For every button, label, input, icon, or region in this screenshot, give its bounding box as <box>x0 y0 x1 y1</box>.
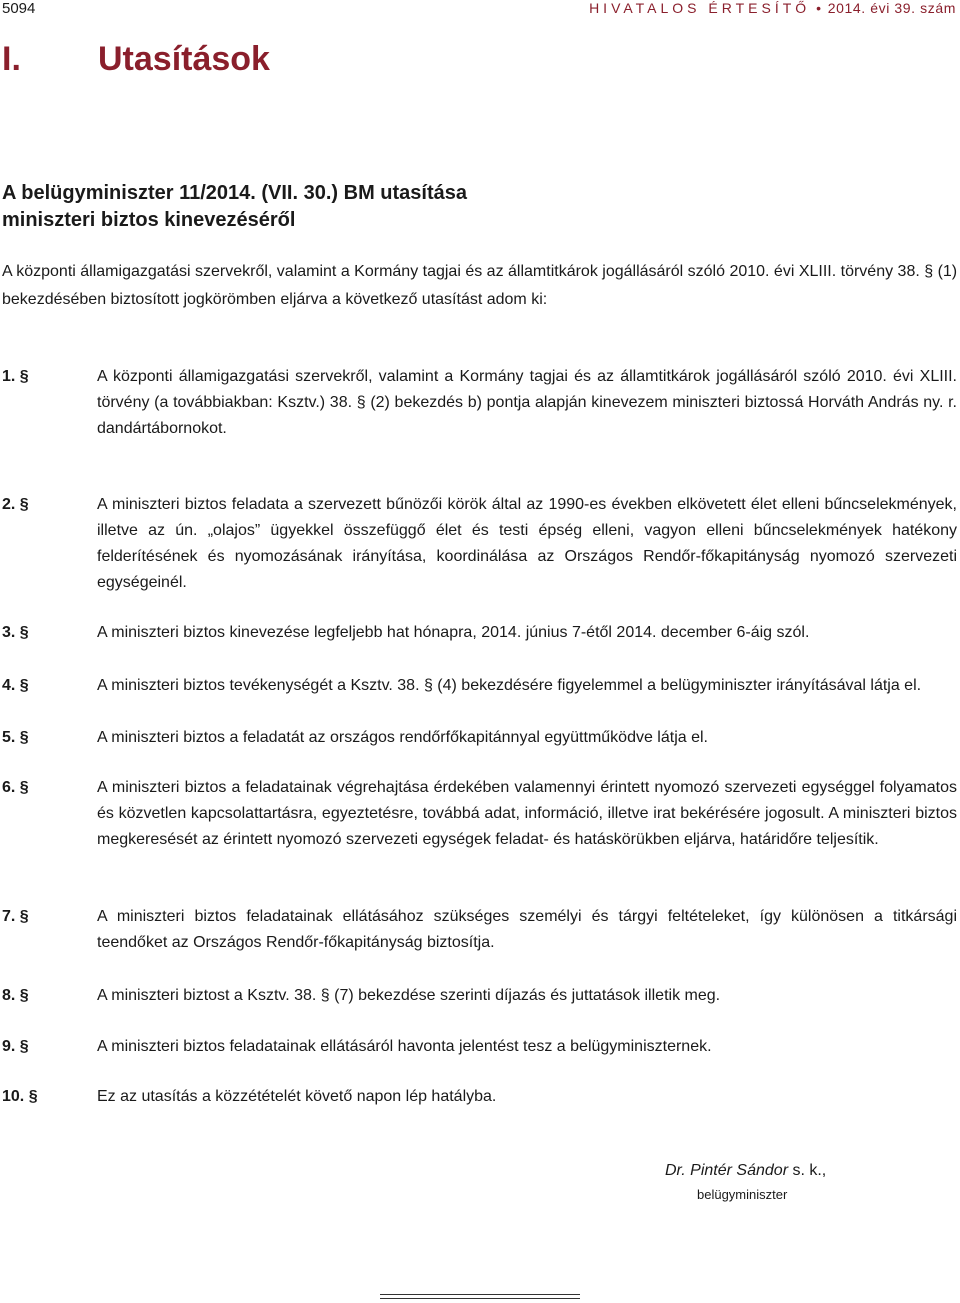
section-text: A központi államigazgatási szervekről, valamint a Kormány tagjai és az államtitkárok jogállásáról szóló 2010. évi XLIII. törvény (a továbbiakban: Ksztv.) 38. § (2) bekezdés b) pontja alapján kinevezem miniszteri biztossá Horváth András ny. r. dandártábornokot. <box>97 368 957 437</box>
document-title-line2: miniszteri biztos kinevezéséről <box>2 209 296 231</box>
preamble: A központi államigazgatási szervekről, valamint a Kormány tagjai és az államtitkárok jogállásáról szóló 2010. évi XLIII. törvény 38. § (1) bekezdésében biztosított jogkörömben eljárva a következő utasítást adom ki: <box>2 263 958 308</box>
section-text: A miniszteri biztos feladatainak ellátásáról havonta jelentést tesz a belügyminiszternek. <box>97 1038 712 1055</box>
section-text: A miniszteri biztos a feladatainak végrehajtása érdekében valamennyi érintett nyomozó szervezeti egységgel folyamatos és közvetlen kapcsolattartásra, egyeztetésre, továbbá adat, információ, illetve irat bekérésére jogosult. A miniszteri biztos megkeresését az érintett nyomozó szervezeti egységek feladat- és hatáskörükben eljárva, határidőre teljesítik. <box>97 779 957 848</box>
chapter-number: I. <box>2 40 21 78</box>
journal-title: HIVATALOS ÉRTESÍTŐ <box>589 0 811 16</box>
signatory-name: Dr. Pintér Sándor <box>665 1162 789 1179</box>
page-number: 5094 <box>2 0 36 17</box>
signature <box>665 1162 826 1180</box>
signatory-role: belügyminiszter <box>697 1187 788 1202</box>
section-8 <box>0 983 960 1009</box>
document-title <box>2 180 467 234</box>
section-10 <box>0 1084 960 1110</box>
section-6 <box>0 775 960 853</box>
section-label: 9. § <box>2 1038 29 1055</box>
section-label: 10. § <box>2 1088 38 1105</box>
section-9 <box>0 1034 960 1060</box>
document-title-line1: A belügyminiszter 11/2014. (VII. 30.) BM utasítása <box>2 182 467 204</box>
section-label: 5. § <box>2 729 29 746</box>
section-label: 1. § <box>2 368 29 385</box>
section-label: 2. § <box>2 496 29 513</box>
section-label: 7. § <box>2 908 29 925</box>
header-bullet: • <box>816 0 822 16</box>
section-text: A miniszteri biztos feladata a szervezett bűnözői körök által az 1990-es években elkövetett élet elleni bűncselekmények, illetve az ún. „olajos” ügyekkel összefüggő élet és testi épség elleni, vagyon elleni bűncselekmények hatékony felderítésének és nyomozásának irányítása, koordinálása az Országos Rendőr-főkapitányság nyomozó szervezeti egységeinél. <box>97 496 957 591</box>
section-2 <box>0 492 960 596</box>
section-7 <box>0 904 960 956</box>
section-text: A miniszteri biztos feladatainak ellátásához szükséges személyi és tárgyi feltételeket, így különösen a titkársági teendőket az Országos Rendőr-főkapitányság biztosítja. <box>97 908 957 951</box>
section-4 <box>0 673 960 699</box>
footer-rule <box>380 1298 580 1299</box>
section-3 <box>0 620 960 646</box>
section-text: A miniszteri biztos tevékenységét a Ksztv. 38. § (4) bekezdésére figyelemmel a belügyminiszter irányításával látja el. <box>97 677 922 694</box>
section-label: 4. § <box>2 677 29 694</box>
chapter-title: Utasítások <box>98 40 270 78</box>
section-label: 8. § <box>2 987 29 1004</box>
section-text: A miniszteri biztos kinevezése legfeljebb hat hónapra, 2014. június 7-étől 2014. december 6-áig szól. <box>97 624 810 641</box>
chapter-heading <box>2 40 270 79</box>
section-text: A miniszteri biztos a feladatát az országos rendőrfőkapitánnyal együttműködve látja el. <box>97 729 708 746</box>
section-5 <box>0 725 960 751</box>
footer-rule <box>380 1294 580 1295</box>
section-text: Ez az utasítás a közzétételét követő napon lép hatályba. <box>97 1088 497 1105</box>
section-text: A miniszteri biztost a Ksztv. 38. § (7) bekezdése szerinti díjazás és juttatások illetik meg. <box>97 987 721 1004</box>
journal-issue: 2014. évi 39. szám <box>827 0 956 16</box>
section-1 <box>0 364 960 442</box>
journal-header <box>589 0 956 16</box>
signature-suffix: s. k., <box>788 1162 827 1179</box>
section-label: 3. § <box>2 624 29 641</box>
section-label: 6. § <box>2 779 29 796</box>
